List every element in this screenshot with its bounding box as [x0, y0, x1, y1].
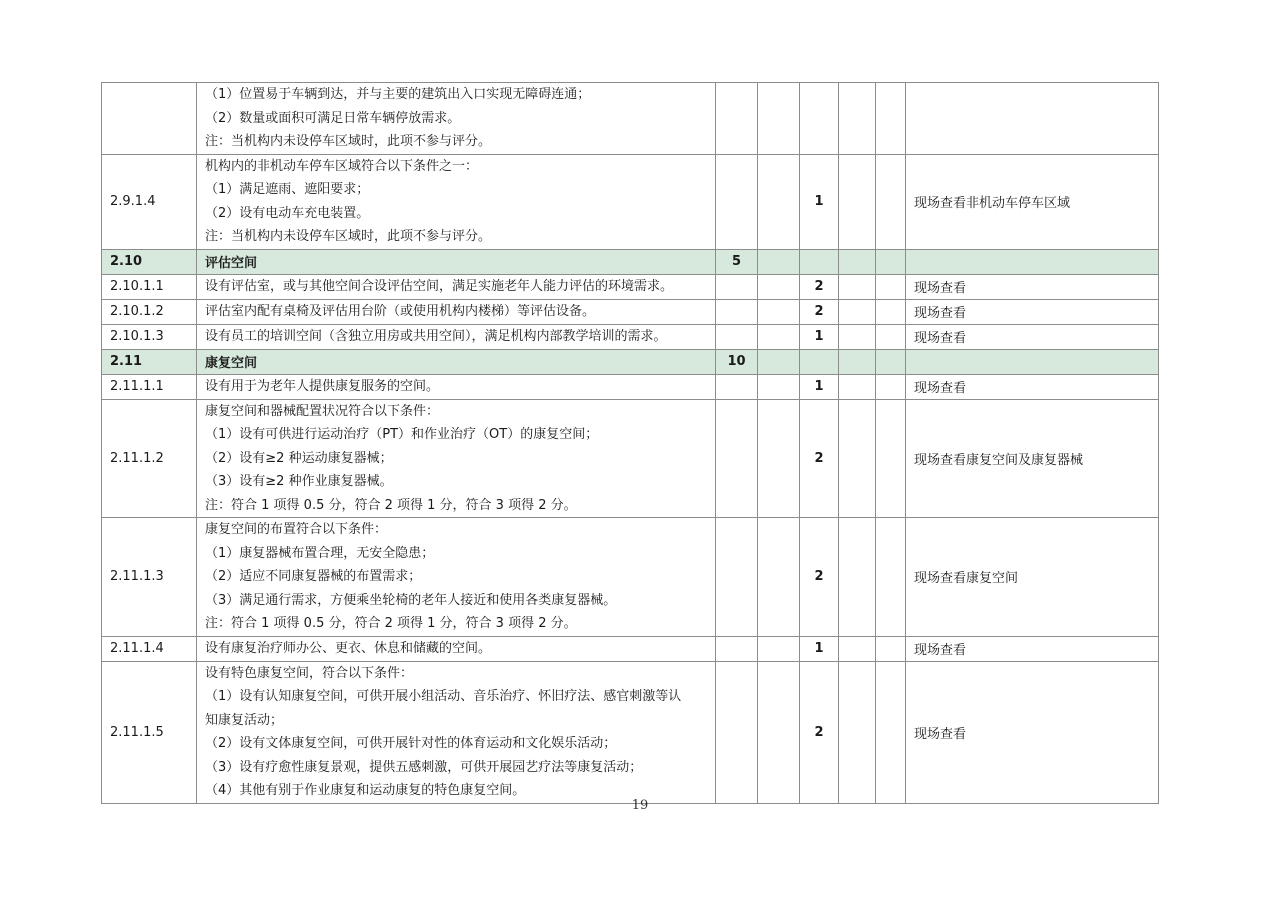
empty-cell [800, 349, 839, 374]
item-content [197, 636, 716, 661]
content-line: 康复空间和器械配置状况符合以下条件： [205, 403, 440, 419]
empty-cell [716, 83, 758, 155]
item-score: 1 [800, 154, 839, 249]
scoring-table [101, 82, 1159, 804]
content-line: 设有员工的培训空间（含独立用房或共用空间），满足机构内部教学培训的需求。 [205, 328, 667, 344]
empty-cell [839, 83, 876, 155]
empty-cell [839, 154, 876, 249]
table-body [102, 83, 1159, 804]
section-code: 2.10 [102, 249, 197, 274]
content-line: （1）位置易于车辆到达，并与主要的建筑出入口实现无障碍连通； [205, 87, 591, 102]
item-code: 2.10.1.2 [102, 299, 197, 324]
empty-cell [876, 349, 906, 374]
content-line: （2）设有≥2 种运动康复器械； [205, 450, 393, 466]
table-row [102, 83, 1159, 155]
empty-cell [758, 661, 800, 803]
item-score: 2 [800, 274, 839, 299]
empty-cell [876, 249, 906, 274]
empty-cell [758, 249, 800, 274]
item-code: 2.11.1.5 [102, 661, 197, 803]
empty-cell [716, 636, 758, 661]
item-content [197, 83, 716, 155]
empty-cell [839, 374, 876, 399]
item-score: 1 [800, 324, 839, 349]
item-score: 1 [800, 374, 839, 399]
empty-cell [876, 374, 906, 399]
item-code: 2.11.1.1 [102, 374, 197, 399]
content-line: （1）设有认知康复空间，可供开展小组活动、音乐治疗、怀旧疗法、感官刺激等认 [205, 689, 682, 704]
table-row [102, 274, 1159, 299]
content-line: 设有评估室，或与其他空间合设评估空间，满足实施老年人能力评估的环境需求。 [205, 278, 674, 294]
section-row [102, 349, 1159, 374]
content-line: 注：符合 1 项得 0.5 分，符合 2 项得 1 分，符合 3 项得 2 分。 [205, 497, 577, 513]
empty-cell [839, 324, 876, 349]
evaluation-method: 现场查看康复空间及康复器械 [906, 399, 1159, 518]
content-line: （1）康复器械布置合理，无安全隐患； [205, 545, 435, 561]
empty-cell [716, 399, 758, 518]
item-content [197, 299, 716, 324]
empty-cell [876, 274, 906, 299]
empty-cell [876, 299, 906, 324]
table-row [102, 518, 1159, 637]
item-content [197, 518, 716, 637]
item-content [197, 154, 716, 249]
page-number: 19 [631, 798, 649, 813]
empty-cell [800, 249, 839, 274]
empty-cell [906, 349, 1159, 374]
content-line: （2）适应不同康复器械的布置需求； [205, 569, 422, 584]
empty-cell [839, 518, 876, 637]
content-line: 设有特色康复空间，符合以下条件： [205, 665, 414, 681]
table-row [102, 661, 1159, 803]
empty-cell [839, 661, 876, 803]
empty-cell [906, 249, 1159, 274]
table-row [102, 299, 1159, 324]
empty-cell [839, 249, 876, 274]
empty-cell [716, 274, 758, 299]
empty-cell [758, 274, 800, 299]
empty-cell [758, 83, 800, 155]
empty-cell [716, 518, 758, 637]
item-code: 2.11.1.3 [102, 518, 197, 637]
empty-cell [758, 374, 800, 399]
content-line: 机构内的非机动车停车区域符合以下条件之一： [205, 158, 479, 174]
empty-cell [758, 636, 800, 661]
table-row [102, 374, 1159, 399]
empty-cell [758, 324, 800, 349]
section-total-score: 5 [716, 249, 758, 274]
content-line: （2）设有电动车充电装置。 [205, 205, 370, 221]
section-row [102, 249, 1159, 274]
content-line: （4）其他有别于作业康复和运动康复的特色康复空间。 [205, 783, 526, 798]
item-score [800, 83, 839, 155]
empty-cell [839, 636, 876, 661]
empty-cell [716, 299, 758, 324]
content-line: 评估室内配有桌椅及评估用台阶（或使用机构内楼梯）等评估设备。 [205, 303, 596, 319]
item-content [197, 374, 716, 399]
section-title: 评估空间 [197, 249, 716, 274]
empty-cell [716, 661, 758, 803]
evaluation-method: 现场查看 [906, 324, 1159, 349]
content-line: 注：当机构内未设停车区域时，此项不参与评分。 [205, 134, 492, 149]
empty-cell [876, 636, 906, 661]
content-line: 康复空间的布置符合以下条件： [205, 522, 388, 537]
item-content [197, 324, 716, 349]
evaluation-method: 现场查看 [906, 636, 1159, 661]
empty-cell [716, 154, 758, 249]
item-content [197, 661, 716, 803]
content-line: 注：当机构内未设停车区域时，此项不参与评分。 [205, 229, 492, 244]
empty-cell [716, 324, 758, 349]
content-line: 设有用于为老年人提供康复服务的空间。 [205, 378, 440, 394]
empty-cell [839, 274, 876, 299]
evaluation-method: 现场查看非机动车停车区域 [906, 154, 1159, 249]
item-score: 2 [800, 518, 839, 637]
content-line: 知康复活动； [205, 712, 284, 728]
evaluation-method: 现场查看 [906, 274, 1159, 299]
table-row [102, 154, 1159, 249]
empty-cell [876, 518, 906, 637]
empty-cell [758, 518, 800, 637]
empty-cell [839, 399, 876, 518]
item-code: 2.11.1.2 [102, 399, 197, 518]
empty-cell [758, 154, 800, 249]
empty-cell [876, 83, 906, 155]
empty-cell [716, 374, 758, 399]
item-code: 2.11.1.4 [102, 636, 197, 661]
item-content [197, 274, 716, 299]
evaluation-method: 现场查看 [906, 299, 1159, 324]
empty-cell [758, 349, 800, 374]
empty-cell [839, 299, 876, 324]
evaluation-method: 现场查看 [906, 661, 1159, 803]
item-code: 2.9.1.4 [102, 154, 197, 249]
content-line: （2）数量或面积可满足日常车辆停放需求。 [205, 110, 461, 126]
item-score: 2 [800, 399, 839, 518]
content-line: （3）设有≥2 种作业康复器械。 [205, 474, 393, 489]
item-content [197, 399, 716, 518]
evaluation-method: 现场查看康复空间 [906, 518, 1159, 637]
table-row [102, 399, 1159, 518]
table-row [102, 324, 1159, 349]
empty-cell [876, 324, 906, 349]
section-code: 2.11 [102, 349, 197, 374]
empty-cell [758, 399, 800, 518]
item-score: 1 [800, 636, 839, 661]
content-line: （1）设有可供进行运动治疗（PT）和作业治疗（OT）的康复空间； [205, 427, 599, 442]
item-score: 2 [800, 661, 839, 803]
item-code: 2.10.1.3 [102, 324, 197, 349]
empty-cell [839, 349, 876, 374]
empty-cell [876, 399, 906, 518]
empty-cell [876, 154, 906, 249]
item-code: 2.10.1.1 [102, 274, 197, 299]
content-line: （2）设有文体康复空间，可供开展针对性的体育运动和文化娱乐活动； [205, 736, 617, 751]
item-code [102, 83, 197, 155]
content-line: 注：符合 1 项得 0.5 分，符合 2 项得 1 分，符合 3 项得 2 分。 [205, 616, 577, 631]
content-line: （3）满足通行需求，方便乘坐轮椅的老年人接近和使用各类康复器械。 [205, 592, 617, 608]
table-row [102, 636, 1159, 661]
section-total-score: 10 [716, 349, 758, 374]
item-score: 2 [800, 299, 839, 324]
empty-cell [876, 661, 906, 803]
content-line: （1）满足遮雨、遮阳要求； [205, 182, 370, 197]
section-title: 康复空间 [197, 349, 716, 374]
content-line: 设有康复治疗师办公、更衣、休息和储藏的空间。 [205, 640, 492, 656]
content-line: （3）设有疗愈性康复景观，提供五感刺激，可供开展园艺疗法等康复活动； [205, 759, 643, 775]
evaluation-method [906, 83, 1159, 155]
evaluation-method: 现场查看 [906, 374, 1159, 399]
empty-cell [758, 299, 800, 324]
